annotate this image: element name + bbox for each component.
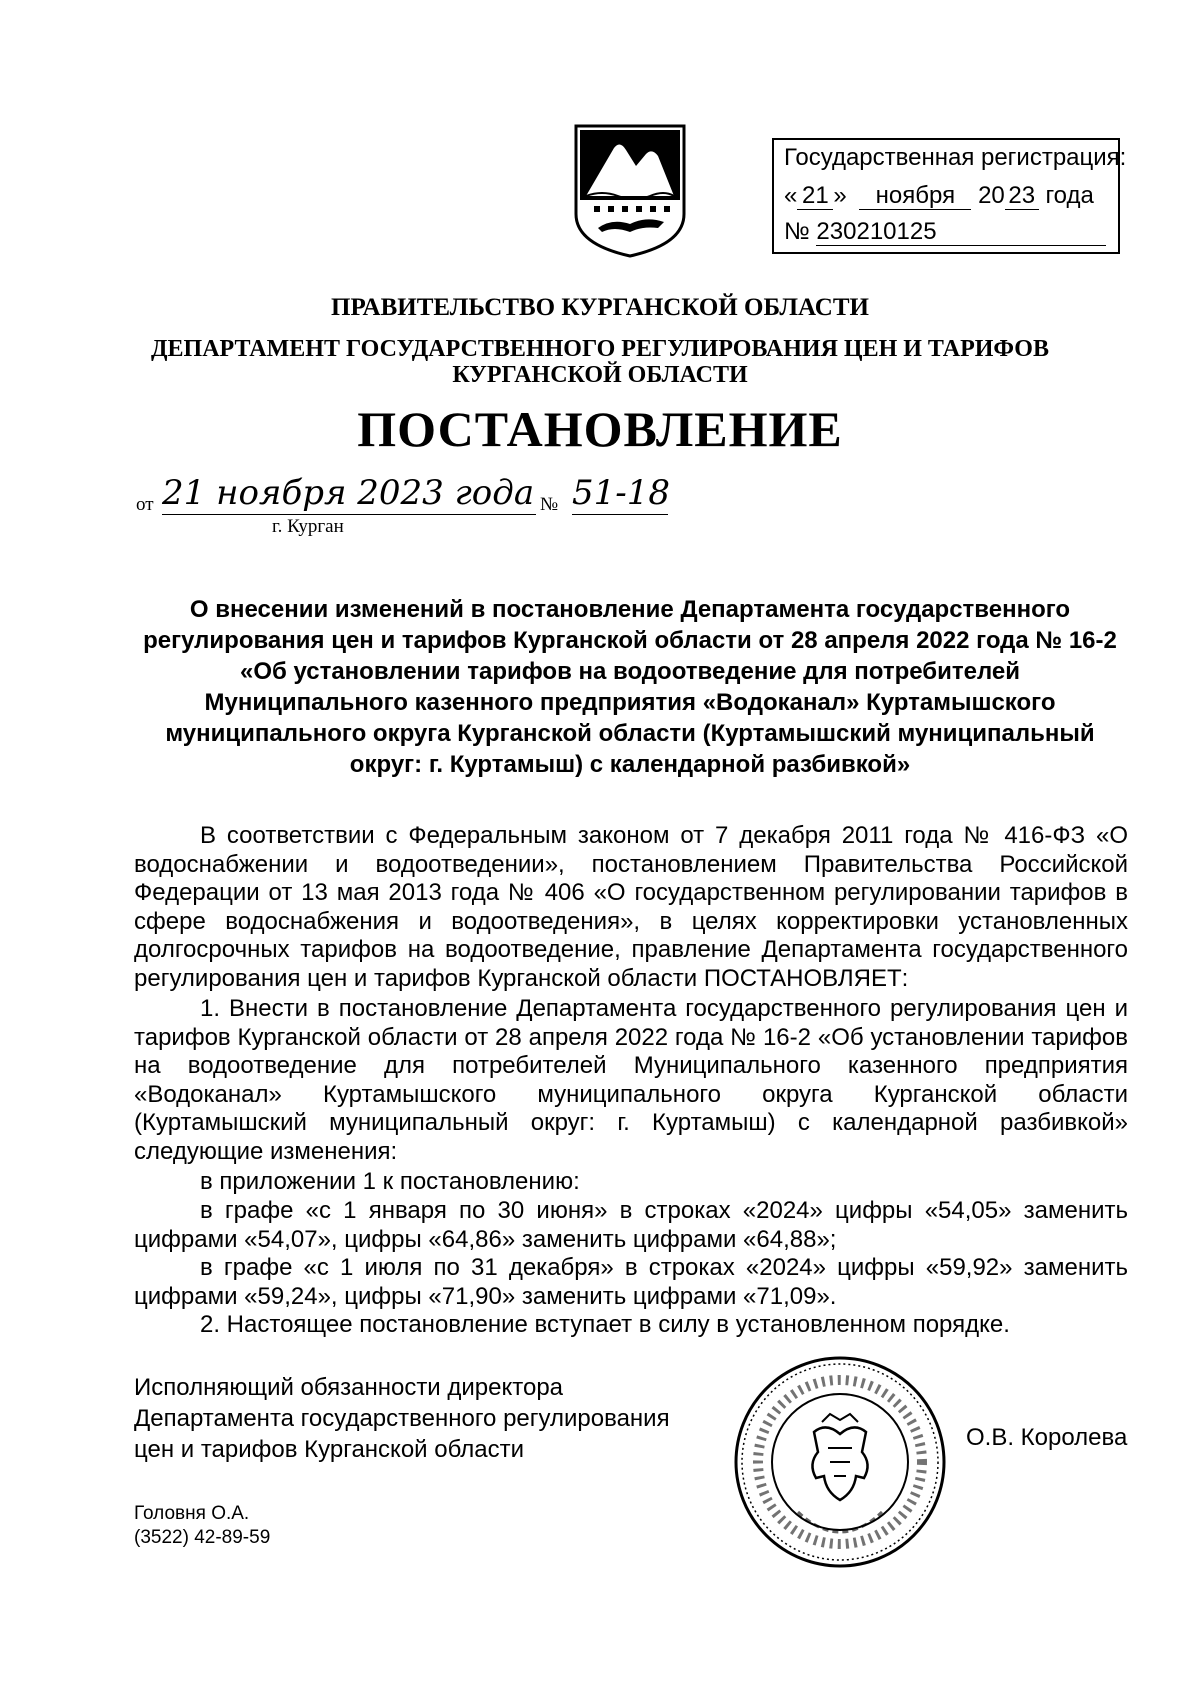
government-heading: ПРАВИТЕЛЬСТВО КУРГАНСКОЙ ОБЛАСТИ — [331, 294, 869, 321]
department-heading-line1: ДЕПАРТАМЕНТ ГОСУДАРСТВЕННОГО РЕГУЛИРОВАНИЯ ЦЕН И ТАРИФОВ — [151, 336, 1049, 362]
city-label: г. Курган — [272, 516, 344, 537]
document-type-title: ПОСТАНОВЛЕНИЕ — [357, 401, 843, 457]
item1-sub-paragraph: в приложении 1 к постановлению: — [200, 1168, 580, 1195]
date-from-label: от — [136, 494, 154, 515]
item2-paragraph: 2. Настоящее постановление вступает в силу в установленном порядке. — [200, 1311, 1010, 1338]
official-seal-icon — [730, 1352, 950, 1572]
registration-date — [784, 182, 1094, 210]
executor-phone: (3522) 42-89-59 — [134, 1527, 271, 1548]
signatory-position-line3: цен и тарифов Курганской области — [134, 1436, 524, 1463]
registration-day: 21 — [797, 183, 833, 210]
registration-number-value: 230210125 — [816, 219, 1106, 246]
registration-title: Государственная регистрация: — [784, 144, 1127, 171]
document-number-label: № — [540, 494, 559, 515]
document-subject: О внесении изменений в постановление Департамента государственного регулирования цен и тарифов Курганской области от 28 апреля 2022 года № 16-2 «Об установлении тарифов на водоотведение для потребителей Муниципального казенного предприятия «Водоканал» Куртамышского муниципального округа Курганской области (Куртамышский муниципальный округ: г. Куртамыш) с календарной разбивкой» — [143, 596, 1117, 778]
registration-number-label: № — [784, 218, 810, 245]
coat-of-arms-icon — [572, 122, 688, 260]
department-heading-line2: КУРГАНСКОЙ ОБЛАСТИ — [452, 362, 748, 388]
registration-year-word: года — [1045, 182, 1094, 209]
handwritten-document-number: 51-18 — [572, 473, 671, 513]
registration-close-quote: » — [833, 182, 847, 209]
preamble-paragraph: В соответствии с Федеральным законом от 7 декабря 2011 года № 416-ФЗ «О водоснабжении и водоотведении», постановлением Правительства Российской Федерации от 13 мая 2013 года № 406 «О государственном регулировании тарифов в сфере водоснабжения и водоотведения», в целях корректировки установленных долгосрочных тарифов на водоотведение, правление Департамента государственного регулирования цен и тарифов Курганской области ПОСТАНОВЛЯЕТ: — [134, 822, 1128, 992]
signatory-position-line1: Исполняющий обязанности директора — [134, 1374, 564, 1401]
item1-b-paragraph: в графе «с 1 июля по 31 декабря» в строках «2024» цифры «59,92» заменить цифрами «59,24», цифры «71,90» заменить цифрами «71,09». — [134, 1254, 1128, 1310]
registration-year-suffix: 23 — [1005, 183, 1039, 210]
registration-number — [784, 218, 1106, 246]
registration-year-prefix: 20 — [978, 182, 1005, 209]
item1-a-paragraph: в графе «с 1 января по 30 июня» в строках «2024» цифры «54,05» заменить цифрами «54,07», цифры «64,86» заменить цифрами «64,88»; — [134, 1197, 1128, 1253]
executor-info — [134, 1502, 270, 1550]
executor-name: Головня О.А. — [134, 1503, 250, 1524]
registration-box — [772, 138, 1127, 254]
registration-open-quote: « — [784, 182, 798, 209]
signatory-position-line2: Департамента государственного регулирования — [134, 1405, 670, 1432]
registration-month: ноября — [859, 183, 971, 210]
handwritten-date: 21 ноября 2023 года — [162, 473, 535, 513]
signatory-position — [134, 1372, 670, 1465]
item1-paragraph: 1. Внести в постановление Департамента государственного регулирования цен и тарифов Курганской области от 28 апреля 2022 года № 16-2 «Об установлении тарифов на водоотведение для потребителей Муниципального казенного предприятия «Водоканал» Куртамышского муниципального округа Курганской области (Куртамышский муниципальный округ: г. Куртамыш) с календарной разбивкой» следующие изменения: — [134, 995, 1128, 1165]
date-number-line — [136, 472, 671, 537]
signatory-name: О.В. Королева — [966, 1424, 1128, 1451]
